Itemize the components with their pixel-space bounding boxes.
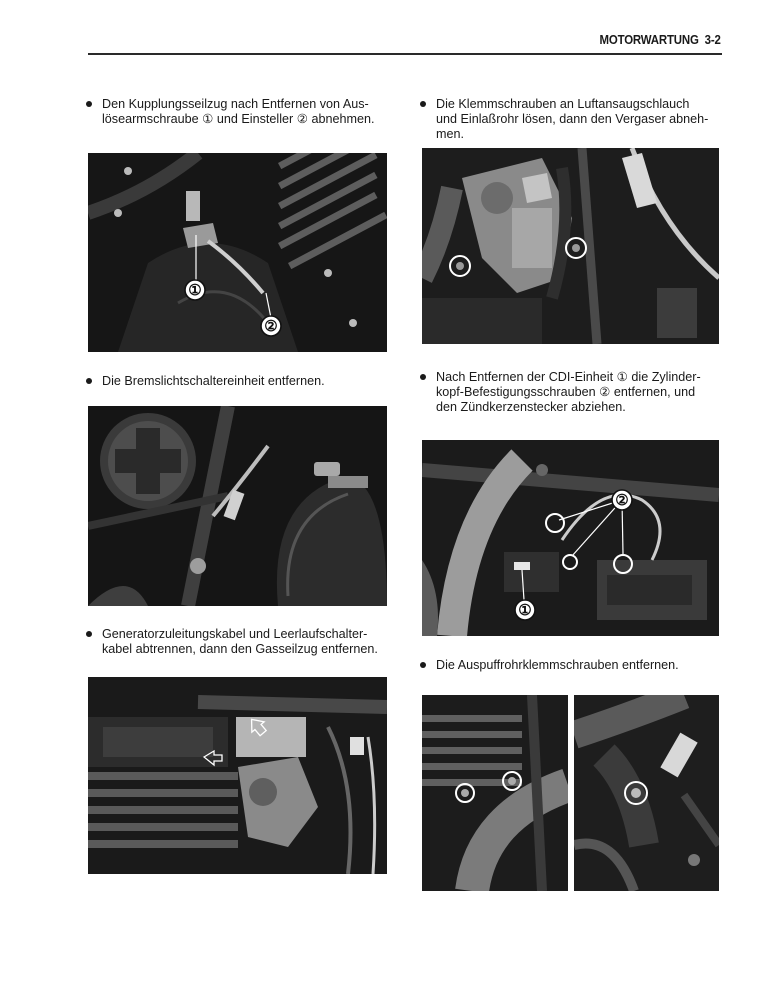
header-rule	[88, 53, 722, 55]
step-line: Die Klemmschrauben an Luftansaugschlauch	[436, 97, 690, 111]
photo-brake-switch	[88, 406, 387, 606]
bullet	[86, 378, 92, 384]
step-1-text	[102, 97, 388, 127]
step-line: den Zündkerzenstecker abziehen.	[436, 400, 626, 414]
callout-1-label: ①	[188, 282, 202, 299]
step-line: lösearmschraube ① und Einsteller ② abnehmen.	[102, 112, 375, 126]
photo-exhaust-clamp-left	[422, 695, 568, 891]
page-number: 3-2	[704, 32, 721, 47]
photo-clutch-cable	[88, 153, 387, 352]
step-6-text	[436, 658, 722, 673]
step-line: Die Auspuffrohrklemmschrauben entfernen.	[436, 658, 679, 672]
photo-cdi-unit	[422, 440, 719, 636]
callout-2-label: ②	[615, 492, 629, 509]
bullet	[420, 374, 426, 380]
step-4-text	[436, 370, 722, 415]
step-5-text	[102, 627, 388, 657]
step-line: Nach Entfernen der CDI-Einheit ① die Zylinder-	[436, 370, 701, 384]
step-line: kopf-Befestigungsschrauben ② entfernen, und	[436, 385, 696, 399]
step-line: men.	[436, 127, 464, 141]
running-header	[600, 32, 721, 47]
chapter-title: MOTORWARTUNG	[599, 32, 699, 47]
bullet	[420, 101, 426, 107]
step-line: und Einlaßrohr lösen, dann den Vergaser abneh-	[436, 112, 709, 126]
step-3-text	[102, 374, 388, 389]
callout-2-label: ②	[264, 318, 278, 335]
step-line: kabel abtrennen, dann den Gasseilzug entfernen.	[102, 642, 378, 656]
bullet	[86, 631, 92, 637]
step-line: Den Kupplungsseilzug nach Entfernen von Aus-	[102, 97, 369, 111]
step-2-text	[436, 97, 722, 142]
callout-1-label: ①	[518, 602, 532, 619]
photo-exhaust-clamp-right	[574, 695, 719, 891]
bullet	[86, 101, 92, 107]
bullet	[420, 662, 426, 668]
step-line: Generatorzuleitungskabel und Leerlaufschalter-	[102, 627, 368, 641]
step-line: Die Bremslichtschaltereinheit entfernen.	[102, 374, 325, 388]
photo-carburetor	[422, 148, 719, 344]
photo-throttle-cable	[88, 677, 387, 874]
